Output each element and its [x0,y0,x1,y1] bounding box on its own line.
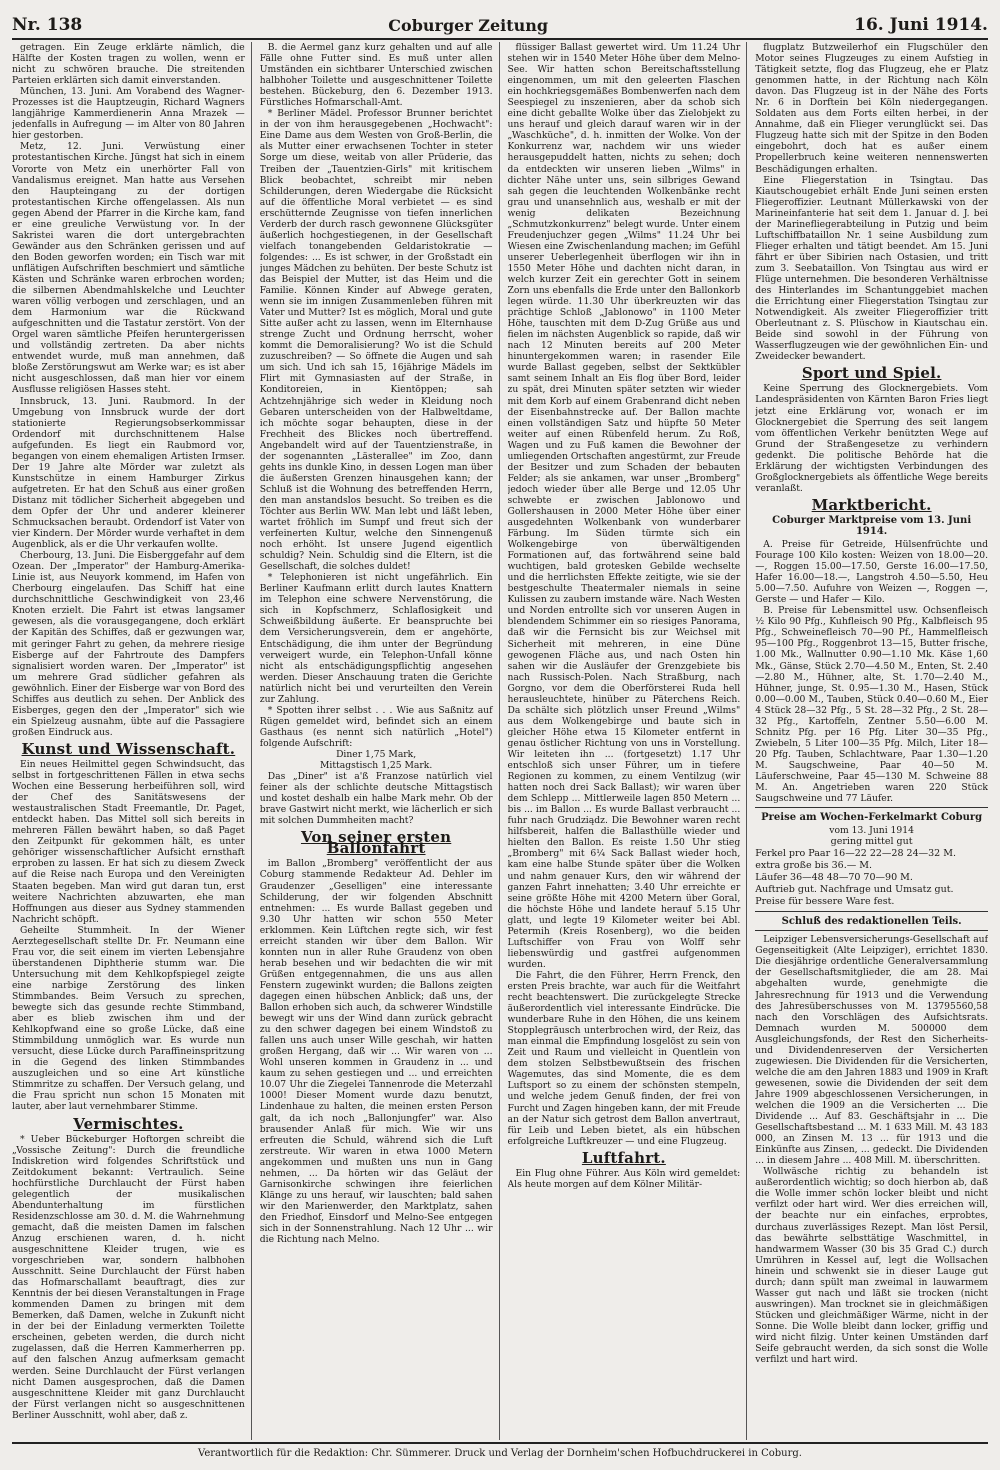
article-text: flugplatz Butzweilerhof ein Flugschüler den Motor seines Flugzeuges zu einem Aufstieg in Tätigkeit setzte, flog das Flugzeug, ehe er Platz genommen hatte, in der Richtung nach Köln davon. Das Flugzeug ist in der Nähe des Forts Nr. 6 in Dorftein bei Köln niedergegangen. Soldaten aus dem Forts eilten herbei, in der Annahme, daß ein Flieger verunglückt sei. Das Flugzeug hatte sich mit der Spitze in den Boden eingebohrt, doch hat es außer einem Propellerbruch keine weiteren nennenswerten Beschädigungen erhalten. [755,42,988,175]
column-3 [508,42,748,1440]
ferkel-market-title: Preise am Wochen-Ferkelmarkt Coburg [761,812,983,824]
article-text: Geheilte Stummheit. In der Wiener Aerztegesellschaft stellte Dr. Fr. Neumann eine Frau vor, die seit einem im vierten Lebensjahre überstandenen Diphtherie stumm war. Die Untersuchung mit dem Kehlkopfspiegel zeigte eine narbige Zerstörung des linken Stimmbandes. Beim Versuch zu sprechen, bewegte sich das gesunde rechte Stimmband, aber es blieb zwischen ihm und der Kehlkopfwand eine so große Lücke, daß eine Stimmbildung unmöglich war. Es wurde nun versucht, diese Lücke durch Paraffineinspritzung in die Gegend des linken Stimmbandes auszugleichen und so eine Art künstliche Stimmritze zu schaffen. Der Versuch gelang, und die Frau spricht nun schon 15 Monaten mit lauter, aber laut vernehmbarer Stimme. [12,924,245,1113]
menu-line: Mittagstisch 1,25 Mark. [319,760,433,772]
issue-number: Nr. 138 [12,15,83,35]
market-prices-title: Coburger Marktpreise vom 13. Juni 1914. [772,514,972,537]
article-text: Keine Sperrung des Glocknergebiets. Vom Landespräsidenten von Kärnten Baron Fries liegt jetzt eine Erklärung vor, wonach er im Glocknergebiet die Sperrung des seit langem vom öffentlichen Verkehr benützten Wege auf Grund der Straßengesetze zu verhindern gedenkt. Die politische Behörde hat die Erklärung der wichtigsten Verbindungen des Großglocknergebiets als öffentliche Wege bereits veranlaßt. [755,383,988,494]
column-2 [260,42,500,1440]
masthead [12,10,988,40]
article-text: getragen. Ein Zeuge erklärte nämlich, die Hälfte der Kosten tragen zu wollen, wenn er nicht zu schwören brauche. Die streitenden Parteien erklärten sich damit einverstanden. [12,42,245,87]
article-text: Wollwäsche richtig zu behandeln ist außerordentlich wichtig; so doch hierbon ab, daß die Wolle immer schön locker bleibt und nicht verfilzt oder hart wird. Wer dies erreichen will, der beachte nur ein einfaches, erprobtes, durchaus zuverlässiges Rezept. Man löst Persil, das bewährte selbsttätige Waschmittel, in handwarmem Wasser (30 bis 35 Grad C.) durch Umrühren in Kessel auf, legt die Wollsachen hinein und schwenkt sie in dieser Lauge gut durch; dann spült man zweimal in lauwarmem Wasser gut nach und läßt sie trocken (nicht auswringen). Man trocknet sie in gleichmäßigen Stücken und gleichmäßiger Wärme, nicht in der Sonne. Die Wolle bleibt dann locker, griffig und wird nicht filzig. Unter keinen Umständen darf Seife gebraucht werden, da sich sonst die Wolle verfilzt und hart wird. [755,1166,988,1366]
ferkel-table-head: gering mittel gut [830,836,913,848]
article-text: * Berliner Mädel. Professor Brunner berichtet in der von ihm herausgegebenen „Hochwacht": Eine Dame aus dem Westen von Groß-Berlin, die als Mutter einer erwachsenen Tochter in steter Sorge um diese, weitab von aller Prüderie, das Treiben der „Tauentzien-Girls" mit kritischem Blick beobachtet, schreibt mir neben Schilderungen, deren Wiedergabe die Rücksicht auf die öffentliche Moral verbietet — es sind erschütternde Zeugnisse von tiefen innerlichen Verderb der durch rasch gewonnene Glücksgüter äußerlich hochgestiegenen, in der Gesellschaft vielfach tonangebenden Geldaristokratie — folgendes: ... Es ist schwer, in der Großstadt ein junges Mädchen zu behüten. Der beste Schutz ist das Beispiel der Mutter, ist das Heim und die Familie. Können Kinder auf Abwege geraten, wenn sie im innigen Zusammenleben führen mit Vater und Mutter? Ist es möglich, Moral und gute Sitte außer acht zu lassen, wenn im Elternhause strenge Zucht und Ordnung herrscht, woher kommt die Demoralisierung? Wo ist die Schuld zuzuschreiben? — So öffnete die Augen und sah um sich. Und ich sah 15, 16jährige Mädels im Flirt mit Gymnasiasten auf der Straße, in Konditoreien, in Kientöppen; sah Achtzehnjährige sich weder in Kleidung noch Gebaren unterscheiden von der Halbweltdame, ich möchte sogar behaupten, diese in der Frechheit des Blickes noch übertreffend. Angebandelt wird auf der Tauentzienstraße, in der sogenannten „Lästerallee" im Zoo, dann gehts ins dunkle Kino, in dessen Logen man über die äußersten Grenzen hinausgehen kann; der Schluß ist die Wohnung des betreffenden Herrn, den man anstandslos besucht. So treiben es die Töchter aus Berlin WW. Man lebt und läßt leben, wartet fröhlich im Sumpf und freut sich der verfeinerten Kultur, welche den Sinnengenuß noch erhöht. Ist unsere Jugend eigentlich schuldig? Nein. Schuldig sind die Eltern, ist die Gesellschaft, die solches duldet! [259,108,493,573]
imprint-footer: Verantwortlich für die Redaktion: Chr. Sümmerer. Druck und Verlag der Dornheim'schen Hofbuchdruckerei in Coburg. [12,1442,988,1464]
newspaper-name: Coburger Zeitung [388,15,549,35]
header-rule [12,38,988,40]
article-text: Innsbruck, 13. Juni. Raubmord. In der Umgebung von Innsbruck wurde der dort stationierte Regierungsobserkommissar Ordendorf mit durchschnittenem Halse aufgefunden. Es liegt ein Raubmord vor, begangen von einem ehemaligen Artisten Irmser. Der 19 Jahre alte Mörder war zuletzt als Kunstschütze in einem Hamburger Zirkus aufgetreten. Er hat den Schuß aus einer großen Distanz mit tödlicher Sicherheit abgegeben und dem Opfer der Uhr und anderer kleinerer Schmucksachen beraubt. Ordendorf ist Vater von vier Kindern. Der Mörder wurde verhaftet in dem Augenblick, als er die Uhr verkaufen wollte. [12,395,245,551]
ferkel-table-row: Auftrieb gut. Nachfrage und Umsatz gut. [755,884,954,896]
article-text: B. Preise für Lebensmittel usw. Ochsenfleisch ½ Kilo 90 Pfg., Kuhfleisch 90 Pfg., Kalbfleisch 95 Pfg., Schweinefleisch 70—90 Pf., Hammelfleisch 95—100 Pfg., Roggenbrot 13—15, Butter frische, 1.00 Mk., Wallnutter 0.90—1.10 Mk. Käse 1,60 Mk., Gänse, Stück 2.70—4.50 M., Enten, St. 2.40—2.80 M., Hühner, alte, St. 1.70—2.40 M., Hühner, junge, St. 0.95—1.30 M., Hasen, Stück 0.00—0.00 M., Tauben, Stück 0.40—0.60 M., Eier 4 Stück 28—32 Pfg., 5 St. 28—32 Pfg., 2 St. 28—32 Pfg., Kartoffeln, Zentner 5.50—6.00 M. Schnitz Pfg. per 16 Pfg. Liter 30—35 Pfg., Zwiebeln, 5 Liter 100—35 Pfg. Milch, Liter 18—20 Pfg. Tauben, Schlachtware, Paar 1.30—1.20 M. Saugschweine, Paar 40—50 M. Läuferschweine, Paar 45—130 M. Schweine 88 M. An. Angetrieben waren 220 Stück Saugschweine und 77 Läufer. [755,605,988,805]
column-1 [12,42,252,1440]
article-text: flüssiger Ballast gewertet wird. Um 11.24 Uhr stehen wir in 1540 Meter Höhe über dem Melno-See. Wir hatten schon Bereitschaftsstellung eingenommen, um mit den geleerten Flaschen ein hochkriegsgemäßes Bombenwerfen nach dem Seespiegel zu inszenieren, aber da schob sich eine dicht geballte Wolke über das Zielobjekt zu uns herauf und gleich darauf waren wir in der „Waschküche", d. h. inmitten der Wolke. Von der Konkurrenz war, nachdem wir uns wieder herausgepuddelt hatten, nichts zu sehen; doch da entdeckten wir unseren lieben „Wilms" in dichter Nähe unter uns, sein silbriges Gewand sah gegen die leuchtenden Wolkenbänke recht grau und unansehnlich aus, weshalb er mit der wenig delikaten Bezeichnung „Schmutzkonkurrenz" belegt wurde. Unter einem Freudenjuchzer gegen „Wilms" 11.24 Uhr bei Wiesen eine Zwischenlandung machen; im Gefühl unserer Ueberlegenheit überflogen wir ihn in 1550 Meter Höhe und dachten nicht daran, in welch kurzer Zeit ein gerechter Gott in seinem Zorn uns ebenfalls die Erde unter den Ballonkorb legen würde. 11.30 Uhr überkreuzten wir das prächtige Schloß „Jablonowo" in 1100 Meter Höhe, tauschten mit dem D-Zug Grüße aus und fielen im nächsten Augenblick so rapide, daß wir nach 12 Minuten bereits auf 200 Meter hinuntergekommen waren; in rasender Eile wurde Ballast gegeben, selbst der Sektkübler samt seinem Inhalt an Eis flog über Bord, leider zu spät, drei Minuten später setzten wir wieder mit dem Korb auf einem Grabenrand dicht neben der Eisenbahnstrecke auf. Der Ballon machte einen vollständigen Satz und hüpfte 50 Meter weiter auf einen Rübenfeld herum. Zu Roß, Wagen und zu Fuß kamen die Bewohner der umliegenden Ortschaften angestürmt, zur Freude der Besitzer und zum Schaden der bebauten Felder; als sie ankamen, war unser „Bromberg" jedoch wieder über alle Berge und 12.05 Uhr schwebte er zwischen Jablonowo und Gollershausen in 2000 Meter Höhe über einer ausgedehnten Wolkenbank von wunderbarer Färbung. Im Süden türmte sich ein Wolkengebirge von überwältigenden Formationen auf, das fortwährend seine bald wuchtigen, bald grotesken Gebilde wechselte und die herrlichsten Effekte zeitigte, wie sie der bestgeschulte Theatermaler niemals in seine Kulissen zu zaubern imstande wäre. Nach Westen und Norden entrollte sich vor unseren Augen in blendendem Schimmer ein so riesiges Panorama, daß wir die Fernsicht bis zur Weichsel mit Sicherheit mit mehreren, in eine Düne gewogenen Fläche aus, und nach Osten hin sahen wir die Ausläufer der Grenzgebiete bis nach Russisch-Polen. Nach Straßburg, nach Gorgno, vor dem die Oberförsterei Ruda hell herausleuchtete, hinüber zu Päterchens Reich. Da schälte sich plötzlich unser Freund „Wilms" aus dem Wolkengebirge und baute sich in gleicher Höhe etwa 15 Kilometer entfernt in genau östlicher Richtung von uns in Vorstellung. Wir leiteten ihn ... (fortgesetzt) 1.17 Uhr entschloß sich unser Führer, um in tiefere Regionen zu kommen, zu einem Ventilzug (wir hatten noch drei Sack Ballast); wir waren über dem Schlepp ... Mittlerweile lagen 850 Metern ... bis ... im Ballon ... Es wurde Ballast verbraucht ... fuhr nach Grudziądz. Die Bewohner waren recht hilfsbereit, halfen die Ballasthülle wieder und hielten den Ballon. Es reiste 1.50 Uhr stieg „Bromberg" mit 6¼ Sack Ballast wieder hoch, kam eine halbe Stunde später über die Wolken und nahm genauer Kurs, den wir während der ganzen Fahrt innehatten; 3.40 Uhr erreichte er seine größte Höhe mit 4200 Metern über Goral, die höchste Höhe und landete herauf 5.15 Uhr glatt, und legte 19 Kilometer weiter bei Abl. Petermih (Kreis Rosenberg), wo die beiden Luftschiffer von Frau von Wolff sehr liebenswürdig und gastfrei aufgenommen wurden. [507,42,741,970]
section-heading-marktbericht: Marktbericht. [811,495,932,514]
article-text: Das „Diner" ist a'ß Franzose natürlich viel feiner als der schlichte deutsche Mittagstisch und kostet deshalb ein halbe Mark mehr. Ob der brave Gastwirt nicht merkt, wie lächerlich er sich mit solchen Dummheiten macht? [259,771,493,827]
article-text: * Spotten ihrer selbst . . . Wie aus Saßnitz auf Rügen gemeldet wird, befindet sich an einem Gasthaus (es nennt sich natürlich „Hotel") folgende Aufschrift: [259,704,493,749]
section-heading-vermischtes: Vermischtes. [73,1114,184,1133]
ferkel-table-row: extra große bis 36.— M. [755,860,872,872]
section-heading-ballon: Von seiner ersten Ballonfahrt [300,828,452,858]
article-text: im Ballon „Bromberg" veröffentlicht der aus Coburg stammende Redakteur Ad. Dehler im Graudenzer „Geselligen" eine interessante Schilderung, der wir folgenden Abschnitt entnehmen: ... Es wurde Ballast gegeben und 9.30 Uhr hatten wir schon 550 Meter erklommen. Kein Lüftchen regte sich, wir fest erreicht standen wir über dem Ballon. Wir konnten nun in aller Ruhe Graudenz von oben herab besehen und wir bedachten die wir mit Grüßen entgegennahmen, die uns aus allen Fenstern zugewinkt wurden; die Ballons zeigten dagegen einen hübschen Anblick; daß uns, der Ballon erhoben sich auch, da schwerer Windstille bewegt wir uns der Wind dann zurück gebracht zu den schwer dagegen bei einem Windstoß zu fallen uns auch unser Wille geschah, wir hatten großen Hergang, daß wir ... Wir waren von ... Wohl unseren kommen in Graudenz in ... und kaum zu sehen gestiegen und ... und erreichten 10.07 Uhr die Ziegelei Tannenrode die Meterzahl 1000! Dieser Moment wurde dazu benutzt, Lindenhaue zu halten, die meinen ersten Person galt, da ich noch „Ballonjungfer" war. Also brausender Anlaß für mich. Wie wir uns erfreuten die Schuld, während sich die Luft zerstreute. Wir waren in etwa 1000 Metern angekommen und mußten uns nun in Gang nehmen, ... Da hörten wir das Geläut der Garnisonkirche schwingen ihre feierlichen Klänge zu uns herauf, wir lauschten; bald sahen wir den Marienwerder, den Marktplatz, sahen den Friedhof, Einsdorf und Melno-See entgegen sich in der Sonnenstrahlung. Nach 12 Uhr ... wir die Richtung nach Melno. [259,858,493,1246]
article-text: Cherbourg, 13. Juni. Die Eisberggefahr auf dem Ozean. Der „Imperator" der Hamburg-Amerika-Linie ist, aus Neuyork kommend, im Hafen von Cherbourg eingelaufen. Das Schiff hat eine durchschnittliche Geschwindigkeit von 23,46 Knoten erzielt. Die Fahrt ist etwas langsamer gewesen, als die vorausgegangene, doch erklärt der Kapitän des Schiffes, daß er gezwungen war, mit geringer Fahrt zu gehen, da mehrere riesige Eisberge auf der Fahrtroute des Dampfers signalisiert worden waren. Der „Imperator" ist um mehrere Grad südlicher gefahren als gewöhnlich. Einer der Eisberge war von Bord des Schiffes aus deutlich zu sehen. Der Anblick des Eisberges, gegen den der „Imperator" sich wie ein Spielzeug ausnahm, übte auf die Passagiere großen Eindruck aus. [12,550,245,738]
divider [755,911,988,912]
article-text: * Ueber Bückeburger Hoftorgen schreibt die „Vossische Zeitung": Durch die freundliche Indiskretion wird folgendes Schriftstück und Zeitdokument bekannt: Vertraulich. Seine hochfürstliche Durchlaucht der Fürst haben gelegentlich der musikalischen Abendunterhaltung im fürstlichen Residenzschlosse am 30. d. M. die Wahrnehmung gemacht, daß die meisten Damen im falschen Anzug erschienen waren, d. h. nicht ausgeschnittene Kleider trugen, wie es vorgeschrieben war, sondern halbhohen Ausschnitt. Seine Durchlaucht der Fürst haben das Hofmarschallamt beauftragt, dies zur Kenntnis der bei diesen Veranstaltungen in Frage kommenden Damen zu bringen mit dem Bemerken, daß Damen, welche in Zukunft nicht in der bei der Einladung vermerkten Toilette erscheinen, gebeten werden, die durch nicht zugelassen, daß die Herren Kammerherren pp. auf den falschen Anzug aufmerksam gemacht werden. Seine Durchlaucht der Fürst verlangen nicht Damen ausgesprochen, daß die Damen ausgeschnittene Kleider mit ganz Durchlaucht der Fürst verlangen nicht so ausgeschnittenen Berliner Ausschnitt, wohl aber, daß z. [12,1133,245,1421]
divider [755,930,988,931]
ferkel-table-row: Läufer 36—48 48—70 70—90 M. [755,872,913,884]
section-heading-sport: Sport und Spiel. [801,364,942,383]
ferkel-table-row: Ferkel pro Paar 16—22 22—28 24—32 M. [755,848,956,860]
menu-line: Diner 1,75 Mark, [336,749,417,760]
end-of-editorial: Schluß des redaktionellen Teils. [781,916,962,928]
ferkel-date: vom 13. Juni 1914 [829,825,914,837]
issue-date: 16. Juni 1914. [854,15,988,35]
column-4 [755,42,988,1440]
ferkel-table-row: Preise für bessere Ware fest. [755,896,895,908]
article-text: Eine Fliegerstation in Tsingtau. Das Kiautschougebiet erhält Ende Juni seinen ersten Fliegeroffizier. Leutnant Müllerkawski von der Marineinfanterie hat seit dem 1. Januar d. J. bei der Marinefliegerabteilung in Putzig und beim Luftschiffbataillon Nr. 1 seine Ausbildung zum Flieger erhalten und tätigt beendet. Am 15. Juni fährt er über Sibirien nach Ostasien, und tritt zum 3. Seebataillon. Von Tsingtau aus wird er Flüge unternehmen. Die besonderen Verhältnisse des Hinterlandes im Schantunggebiet machen die Errichtung einer Fliegerstation Tsingtau zur Notwendigkeit. Als zweiter Fliegeroffizier tritt Oberleutnant z. S. Plüschow in Kiautschau ein. Beide sind sowohl in der Führung von Wasserflugzeugen wie der gewöhnlichen Ein- und Zweidecker bewandert. [755,174,988,363]
article-text: Metz, 12. Juni. Verwüstung einer protestantischen Kirche. Jüngst hat sich in einem Vororte von Metz ein unerhörter Fall von Vandalismus ereignet. Man hatte aus Versehen den Haupteingang zu der dortigen protestantischen Kirche offengelassen. Als nun gegen Abend der Pfarrer in die Kirche kam, fand er eine greuliche Verwüstung vor. In der Sakristei waren die dort untergebrachten Gewänder aus den Schränken gerissen und auf den Boden geworfen worden; ein Tisch war mit unflätigen Aufschriften beschmiert und sämtliche Kästen und Schränke waren erbrochen worden; die silbernen Abendmahlskelche und Leuchter waren völlig verbogen und zerschlagen, und an dem Harmonium war die Rückwand aufgeschnitten und die Tastatur zerstört. Von der Orgel waren sämtliche Pfeifen heruntergerissen und vollständig zertreten. Da aber nichts entwendet wurde, muß man annehmen, daß bloße Zerstörungswut am Werke war; es ist aber nicht ausgeschlossen, daß man hier vor einem Ausflusse religiösen Hasses steht. [12,141,245,396]
article-text: * Telephonieren ist nicht ungefährlich. Ein Berliner Kaufmann erlitt durch lautes Knattern im Telephon eine schwere Nervenstörung, die sich in Kopfschmerz, Schlaflosigkeit und Schweißbildung äußerte. Er beanspruchte bei dem Versicherungsverein, dem er angehörte, Entschädigung, die ihm unter der Begründung verweigert wurde, ein Telephon-Unfall könne nicht als entschädigungspflichtig angesehen werden. Dieser Anschauung traten die Gerichte natürlich nicht bei und verurteilten den Verein zur Zahlung. [259,572,493,705]
columns [12,42,988,1440]
article-text: Ein Flug ohne Führer. Aus Köln wird gemeldet: Als heute morgen auf dem Kölner Militär- [507,1167,741,1190]
section-heading-luftfahrt: Luftfahrt. [581,1148,666,1167]
article-text: Ein neues Heilmittel gegen Schwindsucht, das selbst in fortgeschrittenen Fällen in etwa sechs Wochen eine Besserung herbeiführen soll, wird der Chef des Sanitätswesens der westaustralischen Stadt Freemantle, Dr. Paget, entdeckt haben. Das Mittel soll sich bereits in mehreren Fällen bewährt haben, so daß Paget den Zeitpunkt für gekommen hält, es unter gehöriger wissenschaftlicher Aufsicht ernsthaft erproben zu lassen. Er hat sich zu diesem Zweck auf die Reise nach Europa und den Vereinigten Staaten begeben. Man wird gut daran tun, erst weitere Nachrichten abzuwarten, ehe man Hoffnungen aus dieser aus Sydney stammenden Nachricht schöpft. [12,759,245,925]
article-text: Die Fahrt, die den Führer, Herrn Frenck, den ersten Preis brachte, war auch für die Weitfahrt recht beachtenswert. Die zurückgelegte Strecke äußerordentlich viel interessante Eindrücke. Die wunderbare Ruhe in den Höhen, die uns keinem Stopplegräusch unterbrochen wird, der Reiz, das man einmal die Empfindung losgelöst zu sein von Zeit und Raum und vielleicht in Quentlein von dem stolzen Selbstbewußtsein des frischen Wagemutes, das sind Momente, die es dem Luftsport so zu einem der schönsten stempeln, und welche jedem Genuß finden, der frei von Furcht und Zagen hingeben kann, der mit Freude an der Natur sich getrost dem Ballon anvertraut, für Leib und Leben bietet, als ein hübschen erfolgreiche Luftkreuzer — und eine Flugzeug. [507,969,741,1147]
article-text: München, 13. Juni. Am Vorabend des Wagner-Prozesses ist die Hauptzeugin, Richard Wagners langjährige Kammerdienerin Anna Mrazek — jedenfalls in Aufregung — im Alter von 80 Jahren hier gestorben. [12,86,245,142]
article-text: A. Preise für Getreide, Hülsenfrüchte und Fourage 100 Kilo kosten: Weizen von 18.00—20.—, Roggen 15.00—17.50, Gerste 16.00—17.50, Hafer 16.00—18.—, Langstroh 4.50—5.50, Heu 5.00—7.50. Aufuhre von Weizen —, Roggen —, Gerste — und Hafer — Kilo. [755,539,988,606]
article-text: B. die Aermel ganz kurz gehalten und auf alle Fälle ohne Futter sind. Es muß unter allen Umständen ein sichtbarer Unterschied zwischen halbhoher Toilette und ausgeschnittener Toilette bestehen. Bückeburg, den 6. Dezember 1913. Fürstliches Hofmarschall-Amt. [259,42,493,109]
section-heading-kunst: Kunst und Wissenschaft. [21,739,236,758]
divider [755,807,988,808]
article-text: Leipziger Lebensversicherungs-Gesellschaft auf Gegenseitigkeit (Alte Leipziger), errichtet 1830. Die diesjährige ordentliche Generalversammlung der Gesellschaftsmitglieder, die am 28. Mai abgehalten wurde, genehmigte die Jahresrechnung für 1913 und die Verwendung des Jahresüberschusses von M. 13795560,58 nach den Vorschlägen des Aufsichtsrats. Demnach wurden M. 500000 dem Ausgleichungsfonds, der Rest den Sicherheits- und Dividendenreserven der Versicherten zugewiesen. Die Dividenden für die Versicherten, welche die am den Jahren 1883 und 1909 in Kraft gewesenen, sowie die Dividenden der seit dem Jahre 1909 abgeschlossenen Versicherungen, in welchen die 1909 an die Versicherten ... Die Dividende ... Auf 83. Geschäftsjahr in ... Die Gesellschaftsbestand ... M. 1 633 Mill. M. 43 183 000, an Zinsen M. 13 ... für 1913 und die Einkünfte aus Zinsen, ... gedeckt. Die Dividenden ... in diesem Jahre ... 408 Mill. M. überschritten. [755,934,988,1167]
